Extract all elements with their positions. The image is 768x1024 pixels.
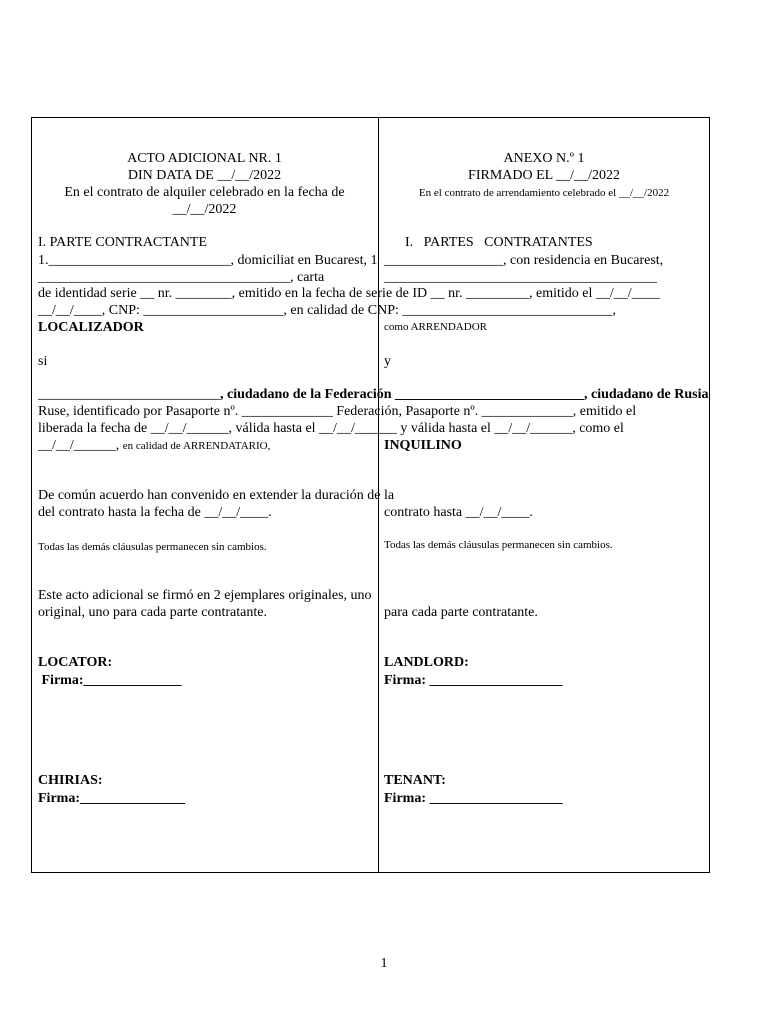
chirias-signature: Firma:_______________ [38,791,185,806]
right-role-inquilino: INQUILINO [384,438,462,453]
right-header-line3: En el contrato de arrendamiento celebrado el __/__/2022 [418,187,670,199]
right-clauses: Todas las demás cláusulas permanecen sin cambios. [384,539,613,551]
right-section-title: I. PARTES CONTRATANTES [405,235,593,250]
tenant-label: TENANT: [384,773,446,788]
left-role-localizador: LOCALIZADOR [38,320,144,335]
left-p1-line4: __/__/____, CNP: ____________________, en calidad de CNP: ______________________________, [38,303,616,318]
left-conjunction: si [38,354,48,369]
left-p3-line1: De común acuerdo han convenido en extender la duración de la [38,488,395,503]
right-p1-line2: _______________________________________ [384,270,657,285]
p2-name-blank: __________________________ [38,387,220,402]
right-p1-line1: _________________, con residencia en Bucarest, [384,253,664,268]
left-section-title: I. PARTE CONTRACTANTE [38,235,208,250]
p2-date-blank: __/__/______, [38,438,123,453]
right-p3-line2: contrato hasta __/__/____. [384,505,533,520]
left-p3-line2: del contrato hasta la fecha de __/__/____. [38,505,272,520]
left-p2-line2: Ruse, identificado por Pasaporte nº. _____________ Federación, Pasaporte nº. _____________, emitido el [38,404,637,419]
chirias-label: CHIRIAS: [38,773,103,788]
locator-label: LOCATOR: [38,655,113,670]
left-p2-line1 [38,387,709,403]
left-header-line4: __/__/2022 [172,202,237,217]
left-p4-line2: original, uno para cada parte contratante. [38,605,267,620]
right-header-line1: ANEXO N.º 1 [503,151,585,166]
right-header-line2: FIRMADO EL __/__/2022 [468,168,620,183]
right-p4-line2: para cada parte contratante. [384,605,538,620]
locator-signature: Firma:______________ [38,673,182,688]
right-conjunction: y [384,354,391,369]
left-header-line1: ACTO ADICIONAL NR. 1 [127,151,282,166]
left-header-line3: En el contrato de alquiler celebrado en la fecha de [64,185,345,200]
left-header-line2: DIN DATA DE __/__/2022 [127,168,282,183]
tenant-signature: Firma: ___________________ [384,791,563,806]
left-clauses: Todas las demás cláusulas permanecen sin cambios. [38,541,267,553]
right-role-arrendador: como ARRENDADOR [384,321,487,333]
left-p1-line1: 1.__________________________, domiciliat en Bucarest, 1 [38,253,378,268]
left-p4-line1: Este acto adicional se firmó en 2 ejemplares originales, uno [38,588,372,603]
p2-role-arrendatario: en calidad de ARRENDATARIO, [122,440,271,452]
page-number: 1 [380,956,388,971]
landlord-signature: Firma: ___________________ [384,673,563,688]
left-p2-line3: liberada la fecha de __/__/______, válida hasta el __/__/______ y válida hasta el __/__/______, como el [38,421,624,436]
landlord-label: LANDLORD: [384,655,469,670]
p2-citizenship: , ciudadano de la Federación ___________________________, ciudadano de Rusia [220,387,709,402]
left-p1-line3: de identidad serie __ nr. ________, emitido en la fecha de serie de ID __ nr. _________, emitido el __/__/____ [38,286,660,301]
left-p2-line4 [38,438,270,454]
left-p1-line2: ____________________________________, carta [38,270,325,285]
